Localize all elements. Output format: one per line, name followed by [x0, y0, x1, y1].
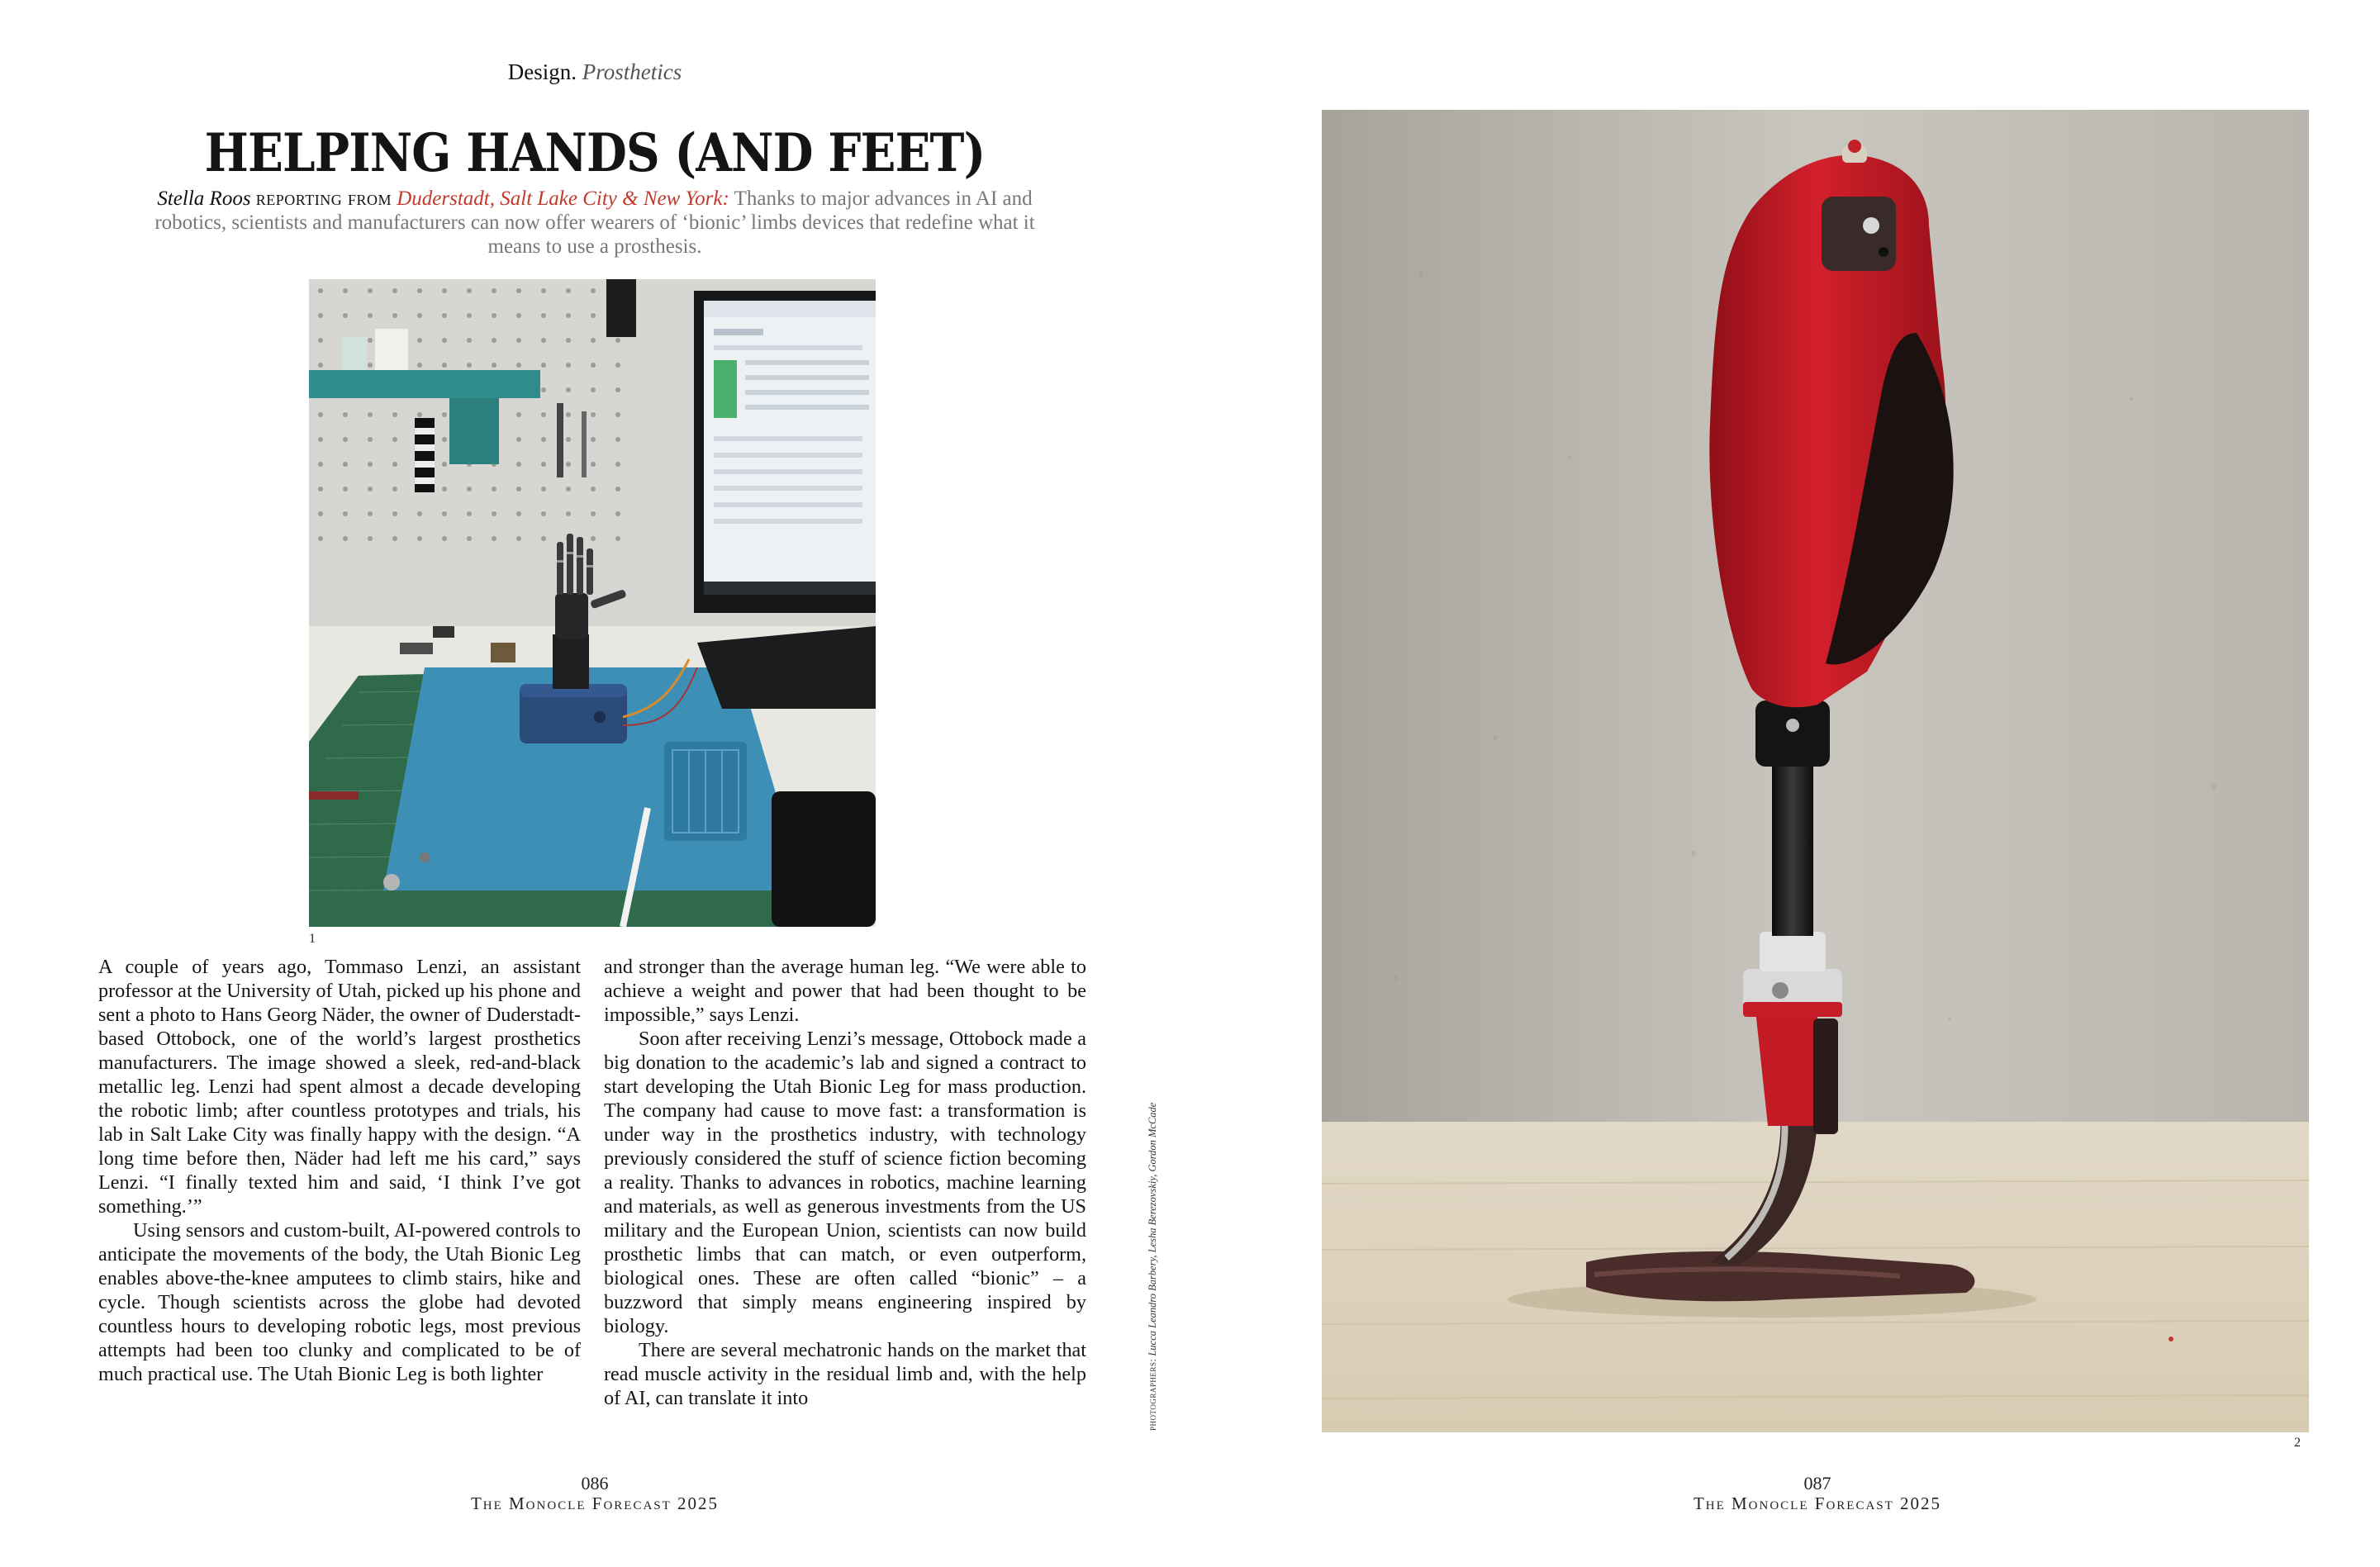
photo-credit [1147, 1103, 1159, 1431]
body-column-1 [98, 955, 581, 1386]
body-paragraph: Using sensors and custom-built, AI-powered controls to anticipate the movements of the body, the Utah Bionic Leg enables above-the-knee amputees to climb stairs, hike and cycle. Though scientists across the globe had devoted countless hours to developing robotic legs, most previous attempts had been too clunky and complicated to be of much practical use. The Utah Bionic Leg is both lighter [98, 1219, 581, 1385]
body-paragraph: A couple of years ago, Tommaso Lenzi, an assistant professor at the University of Utah, picked up his phone and sent a photo to Hans Georg Näder, the owner of Duderstadt-based Ottobock, one of the world’s largest prosthetics manufacturers. The image showed a sleek, red-and-black metallic leg. Lenzi had spent almost a decade developing the robotic limb; after countless prototypes and trials, his lab in Salt Lake City was finally happy with the design. “A long time before then, Näder had left me his card,” says Lenzi. “I finally texted him and said, ‘I think I’ve got something.’” [98, 956, 581, 1218]
body-column-2 [604, 955, 1086, 1410]
magazine-name-right: The Monocle Forecast 2025 [1693, 1493, 1942, 1513]
reporting-label: reporting from [255, 188, 392, 210]
section-name: Design. [507, 59, 577, 84]
photo1-number: 1 [309, 932, 316, 946]
body-paragraph: and stronger than the average human leg. “We were able to achieve a weight and power that had been thought to be impossible,” says Lenzi. [604, 956, 1086, 1026]
photo-robotic-hand-workbench [309, 279, 876, 927]
photo-credit-label: photographers: [1147, 1358, 1158, 1431]
body-paragraph: Soon after receiving Lenzi’s message, Ottobock made a big donation to the academic’s lab and signed a contract to start developing the Utah Bionic Leg for mass production. The company had cause to move fast: a transformation is under way in the prosthetics industry, with technology previously considered the stuff of science fiction becoming a reality. Thanks to advances in robotics, machine learning and materials, as well as generous investments from the US military and the European Union, scientists can now build prosthetic limbs that can match, or even outperform, biological ones. These are often called “bionic” – a buzzword that simply means engineering inspired by biology. [604, 1028, 1086, 1337]
author-name: Stella Roos [157, 188, 251, 210]
folio-right [1652, 1474, 1983, 1513]
folio-left [430, 1474, 760, 1513]
body-paragraph: There are several mechatronic hands on the market that read muscle activity in the residual limb and, with the help of AI, can translate it into [604, 1339, 1086, 1409]
standfirst-text: Thanks to major advances in AI and robotics, scientists and manufacturers can now offer wearers of ‘bionic’ limbs devices that redefine what it means to use a prosthesis. [154, 188, 1035, 258]
photo2-number: 2 [2294, 1436, 2301, 1450]
reporting-locations: Duderstadt, Salt Lake City & New York: [397, 188, 729, 210]
magazine-name-left: The Monocle Forecast 2025 [470, 1493, 720, 1513]
photo-bionic-leg [1322, 110, 2309, 1432]
page-number-right: 087 [1803, 1473, 1831, 1493]
section-header [0, 59, 1190, 85]
photo-credit-names: Lucca Leandro Barbery, Lesha Berezovskiy, Gordon McCade [1147, 1102, 1158, 1356]
bionic-leg-illustration [1322, 110, 2309, 1432]
workbench-illustration [309, 279, 876, 927]
section-subsection: Prosthetics [582, 59, 682, 84]
page-number-left: 086 [581, 1473, 609, 1493]
article-headline: HELPING HANDS (AND FEET) [204, 122, 986, 184]
standfirst [140, 187, 1049, 259]
